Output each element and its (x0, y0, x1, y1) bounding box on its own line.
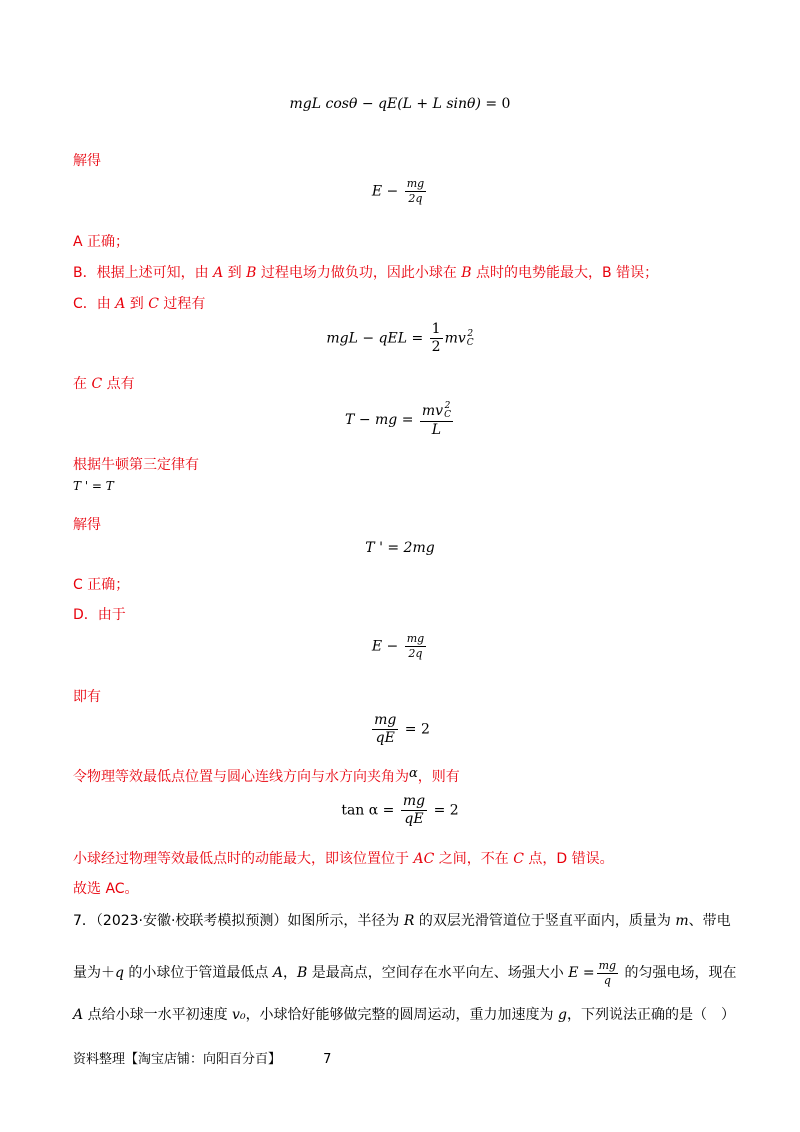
option-b-explanation: B．根据上述可知，由 A 到 B 过程电场力做负功，因此小球在 B 点时的电势能最大，B 错误； (73, 265, 659, 281)
equation-e-value-2: E − $\frac{mg}{2q}$ (371, 632, 425, 660)
page-number: 7 (323, 1052, 332, 1067)
equation-ratio: $\frac{mg}{qE}$ = 2 (374, 712, 430, 746)
question-7-line-2: 量为＋q 的小球位于管道最低点 A，B 是最高点，空间存在水平向左、场强大小 E = $\frac{mg}{q}$ 的匀强电场，现在 (73, 958, 737, 987)
question-7-line-3: A 点给小球一水平初速度 v₀，小球恰好能够做完整的圆周运动，重力加速度为 g，下列说法正确的是（ ） (73, 1007, 735, 1023)
question-7-line-1: 7．（2023·安徽·校联考模拟预测）如图所示，半径为 R 的双层光滑管道位于竖直平面内，质量为 m、带电 (73, 913, 731, 929)
option-c-intro: C．由 A 到 C 过程有 (73, 296, 206, 312)
equation-work-energy: mgL − qEL = $\frac{1}{2}$ mv 2 C (326, 321, 474, 355)
option-c-verdict: C 正确； (73, 577, 130, 593)
equation-energy: mgL cosθ − qE(L + L sinθ) = 0 (289, 96, 511, 112)
equation-tprime: T ' = T (73, 479, 114, 493)
page-footer (73, 1048, 331, 1067)
equation-tprime-value: T ' = 2mg (365, 540, 435, 556)
label-thus: 即有 (73, 689, 101, 705)
newton-third-law: 根据牛顿第三定律有 (73, 457, 199, 473)
option-d-intro: D．由于 (73, 607, 126, 623)
option-a-verdict: A 正确； (73, 234, 130, 250)
equation-tan-alpha: tan α = $\frac{mg}{qE}$ = 2 (341, 793, 459, 827)
equation-tension: T − mg = mv 2 C L (345, 401, 451, 438)
footer-source: 资料整理【淘宝店铺：向阳百分百】 (73, 1052, 282, 1067)
equation-e-value-1: E − $\frac{mg}{2q}$ (371, 177, 425, 205)
option-d-conclusion: 小球经过物理等效最低点时的动能最大，即该位置位于 AC 之间，不在 C 点，D 错误。 (73, 851, 614, 867)
angle-definition: 令物理等效最低点位置与圆心连线方向与水方向夹角为α，则有 (73, 766, 460, 785)
label-solve-2: 解得 (73, 517, 101, 533)
final-answer: 故选 AC。 (73, 881, 139, 897)
at-point-c: 在 C 点有 (73, 376, 135, 392)
label-solve-1: 解得 (73, 153, 101, 169)
